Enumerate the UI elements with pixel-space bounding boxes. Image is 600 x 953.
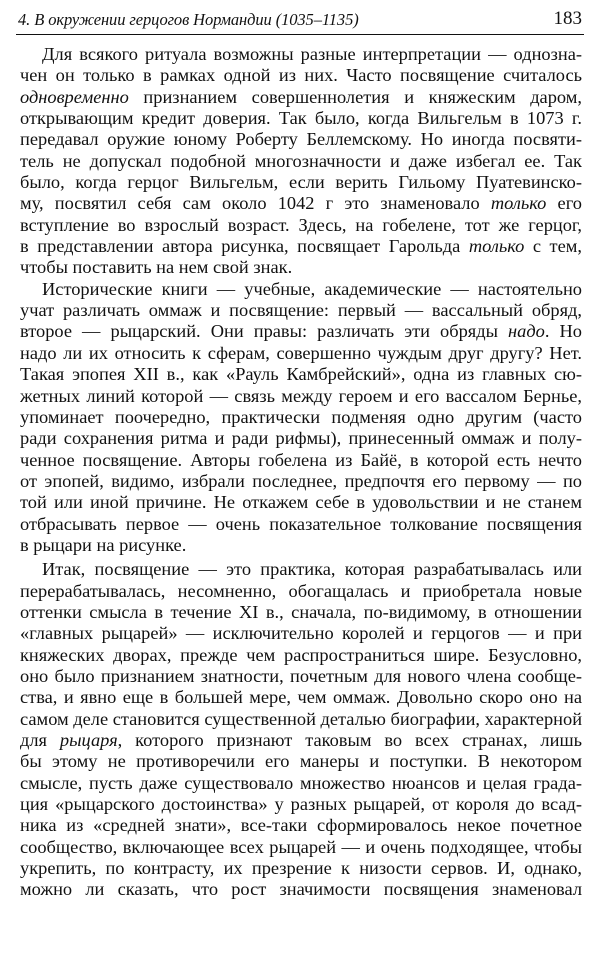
text-line: от эпопей, видимо, избрали последнее, предпочтя его первому — по <box>20 470 582 491</box>
text-line: смысле, пусть даже существовало множество нюансов и целая града- <box>20 772 582 793</box>
text-line: самом деле становится существенной деталью биографии, характерной <box>20 708 582 729</box>
running-head: 4. В окружении герцогов Нормандии (1035–1135) <box>18 10 359 29</box>
text-line: можно ли сказать, что рост значимости посвящения знаменовал <box>20 879 582 900</box>
text-line: укрепить, по контрасту, их презрение к низости сервов. И, однако, <box>20 858 582 879</box>
text-line: второе — рыцарский. Они правы: различать эти обряды надо. Но <box>20 321 582 342</box>
text-line: жетных линий которой — связь между героем и его вассалом Бернье, <box>20 385 582 406</box>
text-line: той или иной причине. Не откажем себе в удовольствии и не станем <box>20 492 582 513</box>
text-line: вступление во взрослый возраст. Здесь, на гобелене, тот же герцог, <box>20 214 582 235</box>
text-line: оно было признанием знатности, почетным для нового члена сообще- <box>20 665 582 686</box>
text-line: для рыцаря, которого признают таковым во всех странах, лишь <box>20 730 582 750</box>
text-line: Итак, посвящение — это практика, которая разрабатывалась или <box>42 559 582 580</box>
text-line: одновременно признанием совершеннолетия и княжеским даром, <box>20 86 582 107</box>
text-line: передавал оружие юному Роберту Беллемскому. Но иногда посвяти- <box>20 129 582 150</box>
text-line: учат различать оммаж и посвящение: первый — вассальный обряд, <box>20 300 582 321</box>
text-line: в представлении автора рисунка, посвящает Гарольда только с тем, <box>20 236 582 257</box>
text-line: ция «рыцарского достоинства» у разных рыцарей, от короля до всад- <box>20 794 582 815</box>
text-line: тель не допускал подобной многозначности и даже избегал ее. Так <box>20 150 582 171</box>
text-line: чен он только в рамках одной из них. Часто посвящение считалось <box>20 65 582 86</box>
text-line: «главных рыцарей» — исключительно королей и герцогов — и при <box>20 623 582 644</box>
text-line: открывающим кредит доверия. Так было, когда Вильгельм в 1073 г. <box>20 108 582 129</box>
text-line: ради сохранения ритма и ради рифмы), принесенный оммаж и полу- <box>20 428 582 449</box>
text-line: Для всякого ритуала возможны разные интерпретации — однозна- <box>42 44 582 64</box>
page-header <box>16 8 584 35</box>
text-line: княжеских дворах, прежде чем распространиться шире. Безусловно, <box>20 644 582 665</box>
text-line: Исторические книги — учебные, академические — настоятельно <box>42 278 582 299</box>
text-line: было, когда герцог Вильгельм, если верить Гильому Пуатевинско- <box>20 172 582 193</box>
text-line: ника из «средней знати», все-таки сформировалось некое почетное <box>20 815 582 836</box>
body-text <box>20 44 582 901</box>
text-line: сообщество, включающее всех рыцарей — и очень подходящее, чтобы <box>20 836 582 857</box>
text-line: ства, и явно еще в большей мере, чем оммаж. Довольно скоро оно на <box>20 687 582 708</box>
text-line: в рыцари на рисунке. <box>20 534 187 555</box>
text-line: ченное посвящение. Авторы гобелена из Байё, в которой есть нечто <box>20 449 582 470</box>
text-line: Такая эпопея XII в., как «Рауль Камбрейский», одна из главных сю- <box>20 364 582 385</box>
text-line: оттенки смысла в течение XI в., сначала, по-видимому, в отношении <box>20 601 582 622</box>
text-line: упоминает поочередно, практически подменяя одно другим (часто <box>20 406 582 427</box>
page-number: 183 <box>553 8 582 29</box>
text-line: му, посвятил себя сам около 1042 г это знаменовало только его <box>20 193 582 214</box>
text-line: надо ли их относить к сферам, совершенно чуждым друг другу? Нет. <box>20 342 582 363</box>
text-line: отбрасывать первое — очень показательное толкование посвящения <box>20 513 582 534</box>
text-line: чтобы поставить на нем свой знак. <box>20 257 293 278</box>
text-line: перерабатывалась, несомненно, обогащалась и приобретала новые <box>20 580 582 601</box>
text-line: бы этому не противоречили его манеры и поступки. В некотором <box>20 751 582 772</box>
